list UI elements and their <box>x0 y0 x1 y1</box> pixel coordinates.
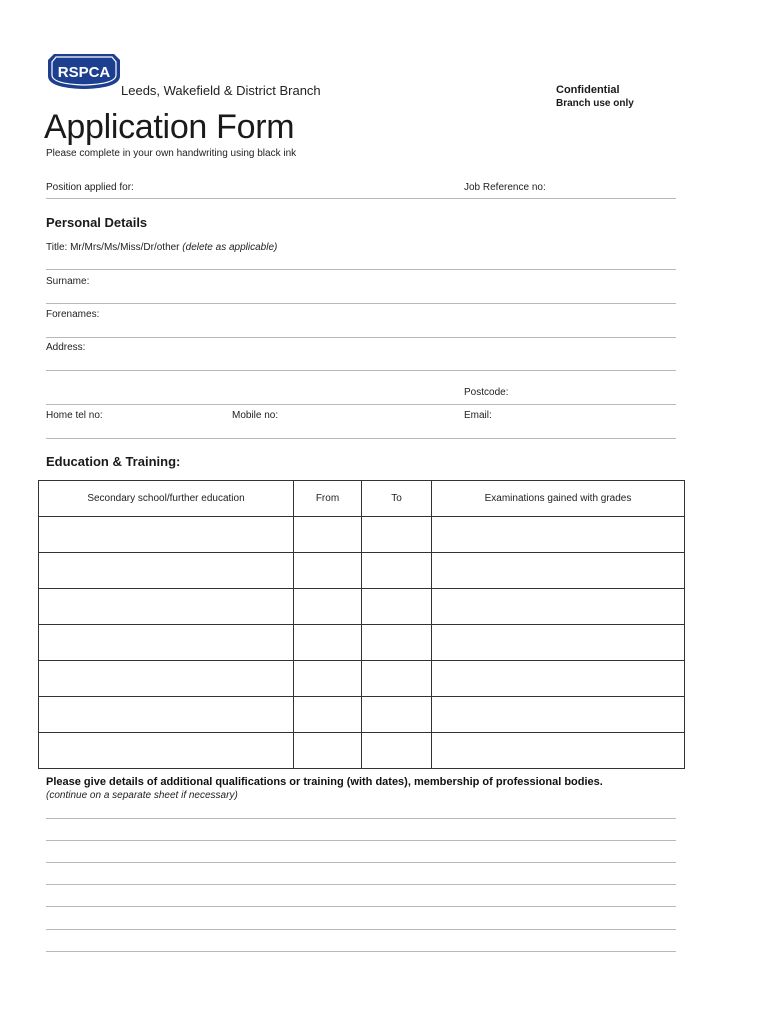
education-heading: Education & Training: <box>46 454 181 469</box>
title-label-text: Title: Mr/Mrs/Ms/Miss/Dr/other <box>46 242 180 253</box>
examinations-cell[interactable] <box>432 517 685 553</box>
job-reference-label: Job Reference no: <box>464 182 546 193</box>
education-table <box>38 480 685 769</box>
table-row <box>39 553 685 589</box>
page-title: Application Form <box>44 108 295 146</box>
school-cell[interactable] <box>39 517 294 553</box>
school-cell[interactable] <box>39 625 294 661</box>
table-row <box>39 661 685 697</box>
examinations-cell[interactable] <box>432 661 685 697</box>
from-cell[interactable] <box>294 553 362 589</box>
additional-qualifications-note: (continue on a separate sheet if necessary) <box>46 790 238 801</box>
from-cell[interactable] <box>294 733 362 769</box>
to-cell[interactable] <box>362 589 432 625</box>
table-row <box>39 733 685 769</box>
svg-text:RSPCA: RSPCA <box>57 64 111 81</box>
to-cell[interactable] <box>362 697 432 733</box>
surname-label: Surname: <box>46 276 90 287</box>
surname-field-line[interactable] <box>46 303 676 304</box>
education-header-row <box>39 481 685 517</box>
title-label-note: (delete as applicable) <box>182 242 278 253</box>
position-field-line[interactable] <box>46 198 676 199</box>
title-field-label <box>46 242 277 253</box>
postcode-label: Postcode: <box>464 387 509 398</box>
additional-line[interactable] <box>46 929 676 930</box>
examinations-cell[interactable] <box>432 697 685 733</box>
table-row <box>39 517 685 553</box>
personal-details-heading: Personal Details <box>46 215 148 230</box>
page-subtitle: Please complete in your own handwriting using black ink <box>46 148 297 159</box>
table-row <box>39 589 685 625</box>
additional-line[interactable] <box>46 818 676 819</box>
mobile-label: Mobile no: <box>232 410 279 421</box>
title-field-line[interactable] <box>46 269 676 270</box>
additional-line[interactable] <box>46 951 676 952</box>
school-cell[interactable] <box>39 589 294 625</box>
to-cell[interactable] <box>362 553 432 589</box>
school-cell[interactable] <box>39 661 294 697</box>
forenames-field-line[interactable] <box>46 337 676 338</box>
from-cell[interactable] <box>294 517 362 553</box>
address-field-line[interactable] <box>46 370 676 371</box>
from-cell[interactable] <box>294 661 362 697</box>
column-header-to: To <box>362 481 432 517</box>
additional-line[interactable] <box>46 906 676 907</box>
to-cell[interactable] <box>362 661 432 697</box>
school-cell[interactable] <box>39 733 294 769</box>
table-row <box>39 625 685 661</box>
examinations-cell[interactable] <box>432 625 685 661</box>
from-cell[interactable] <box>294 697 362 733</box>
examinations-cell[interactable] <box>432 589 685 625</box>
address-postcode-line[interactable] <box>46 404 676 405</box>
position-applied-label: Position applied for: <box>46 182 134 193</box>
additional-line[interactable] <box>46 840 676 841</box>
to-cell[interactable] <box>362 733 432 769</box>
table-row <box>39 697 685 733</box>
additional-qualifications-prompt: Please give details of additional qualifications or training (with dates), membership of professional bodies. <box>46 776 603 788</box>
to-cell[interactable] <box>362 625 432 661</box>
address-label: Address: <box>46 342 86 353</box>
email-label: Email: <box>464 410 492 421</box>
additional-line[interactable] <box>46 862 676 863</box>
forenames-label: Forenames: <box>46 309 100 320</box>
home-tel-label: Home tel no: <box>46 410 103 421</box>
from-cell[interactable] <box>294 589 362 625</box>
rspca-logo <box>46 52 122 90</box>
to-cell[interactable] <box>362 517 432 553</box>
from-cell[interactable] <box>294 625 362 661</box>
branch-name: Leeds, Wakefield & District Branch <box>121 83 321 98</box>
examinations-cell[interactable] <box>432 553 685 589</box>
school-cell[interactable] <box>39 553 294 589</box>
column-header-school: Secondary school/further education <box>39 481 294 517</box>
column-header-from: From <box>294 481 362 517</box>
examinations-cell[interactable] <box>432 733 685 769</box>
additional-line[interactable] <box>46 884 676 885</box>
contact-field-line[interactable] <box>46 438 676 439</box>
branch-use-label: Branch use only <box>556 98 634 109</box>
school-cell[interactable] <box>39 697 294 733</box>
column-header-examinations: Examinations gained with grades <box>432 481 685 517</box>
confidential-label: Confidential <box>556 84 620 96</box>
